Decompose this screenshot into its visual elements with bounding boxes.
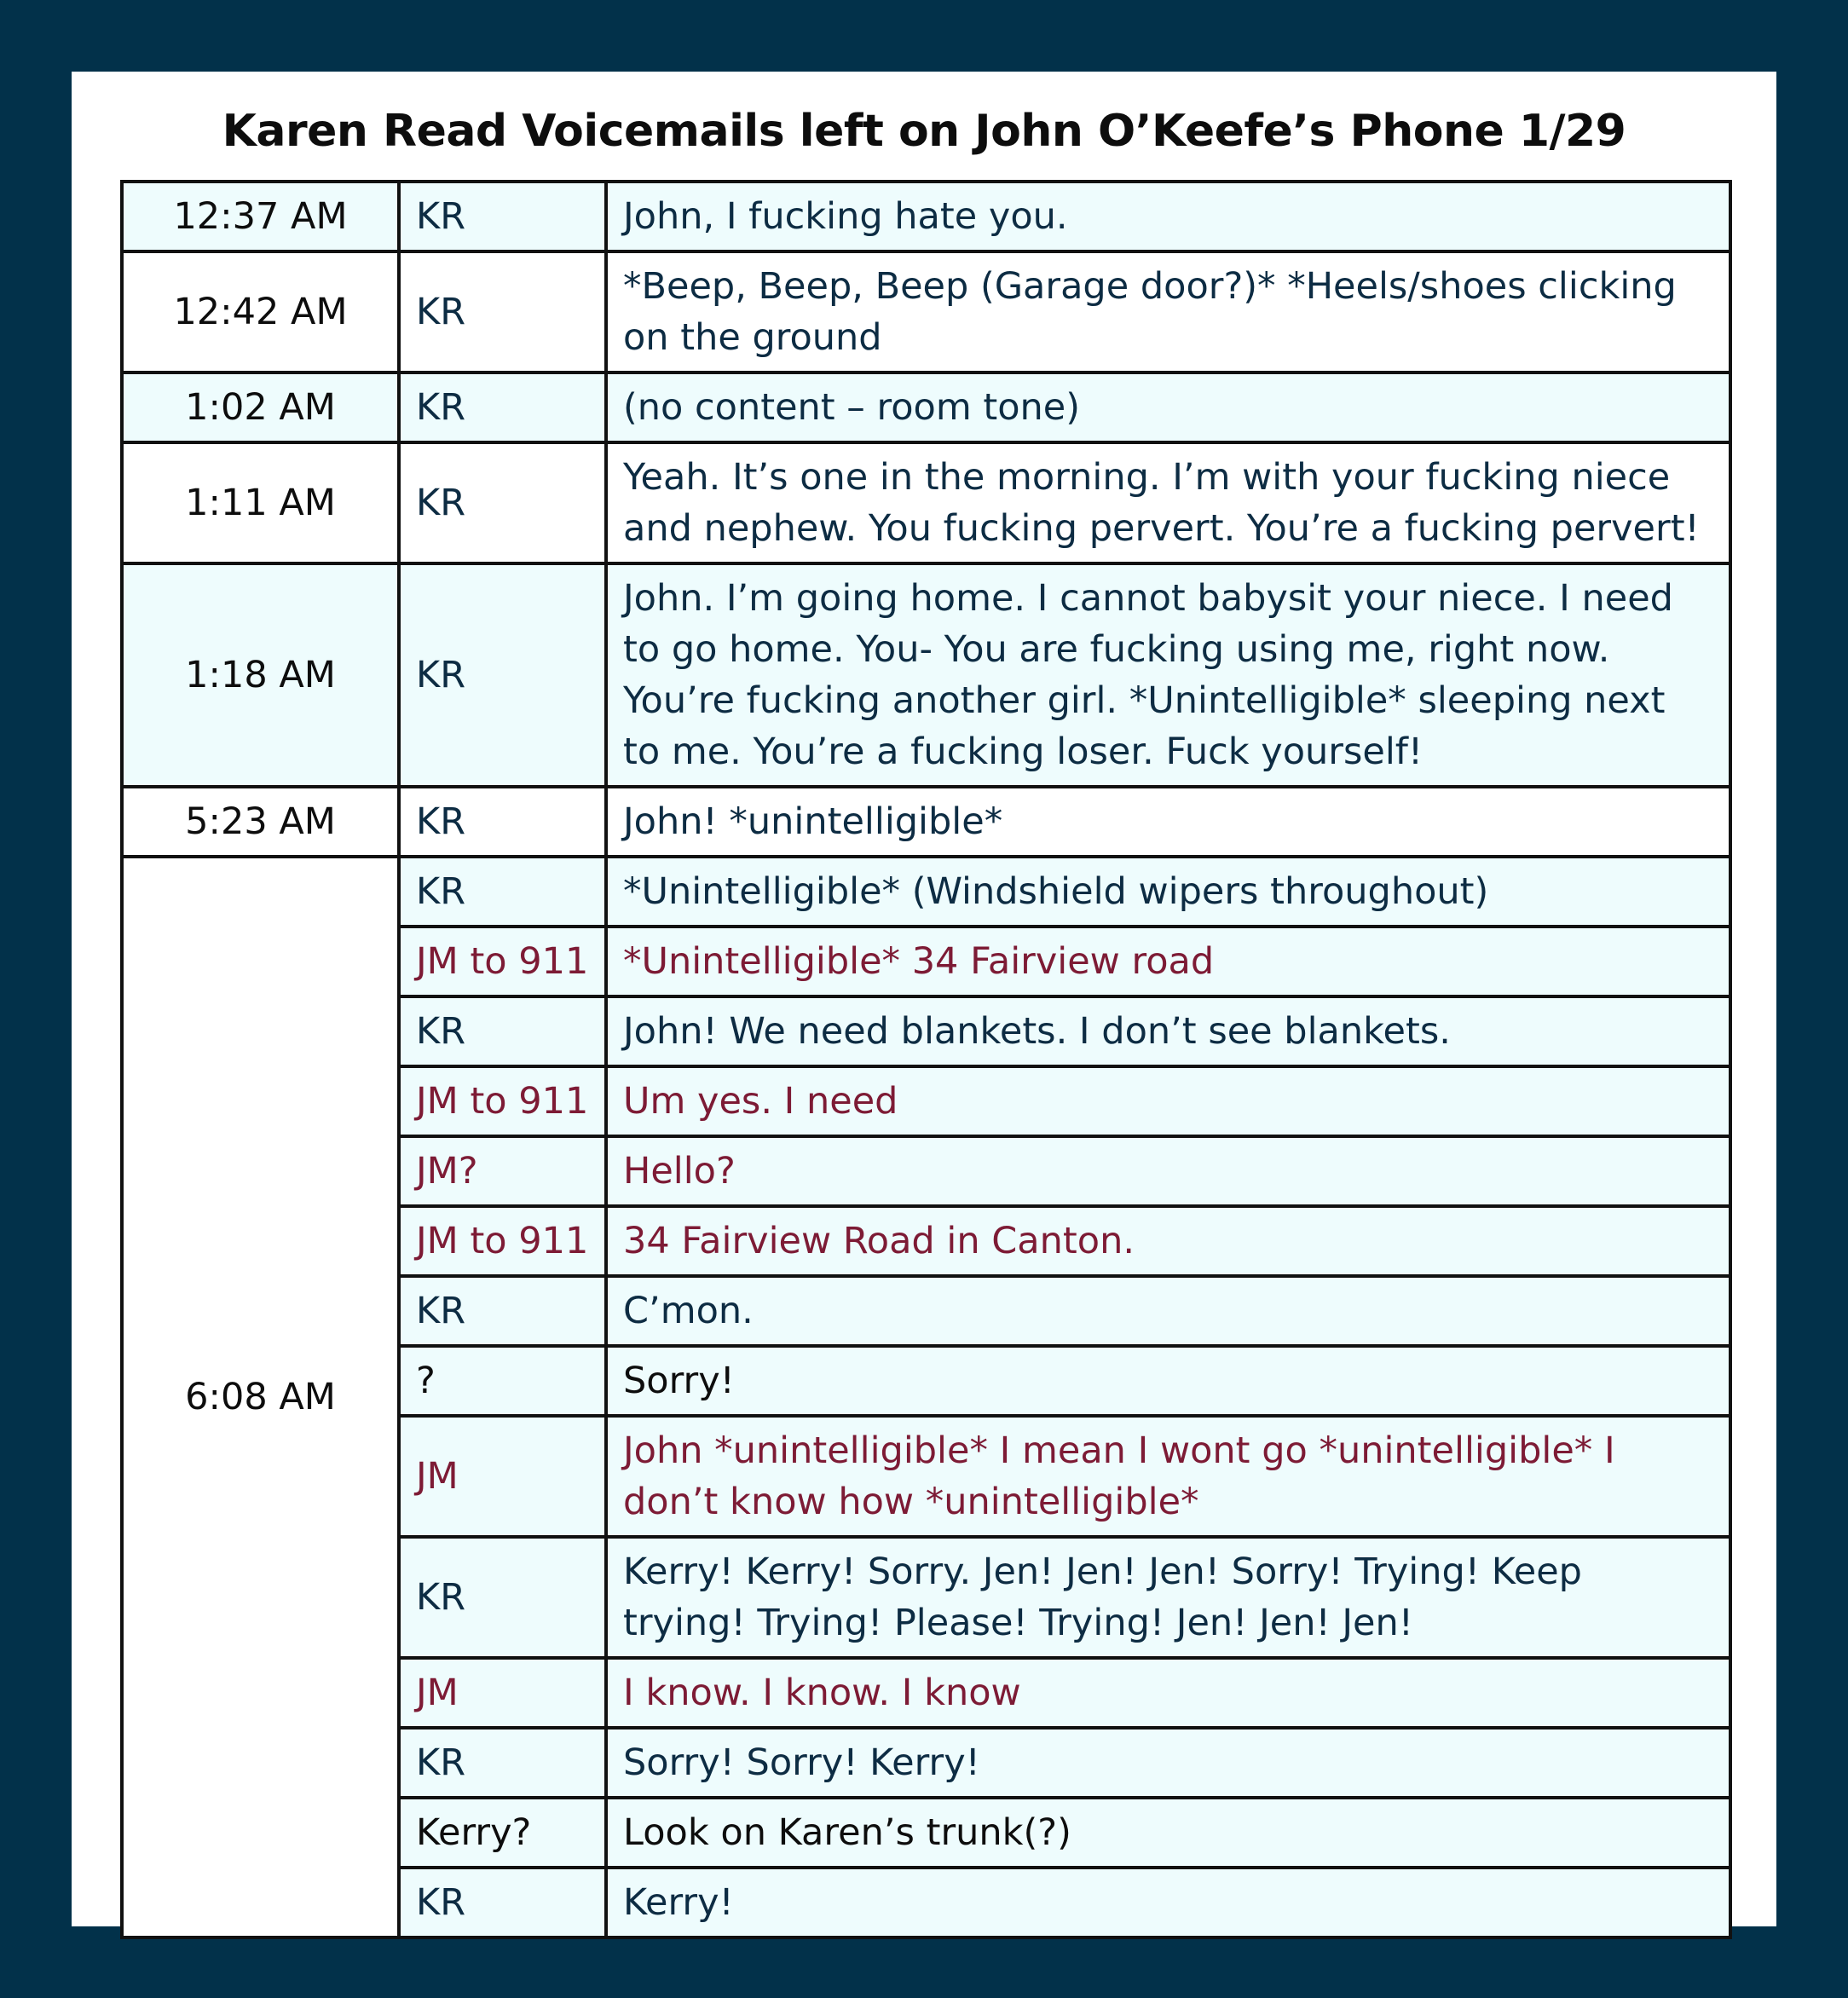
voicemail-card [72, 72, 1776, 1926]
speaker-cell: JM [399, 1658, 606, 1728]
speaker-cell: KR [399, 442, 606, 563]
message-cell: 34 Fairview Road in Canton. [606, 1206, 1730, 1276]
voicemail-table [120, 180, 1732, 1939]
message-cell: (no content – room tone) [606, 372, 1730, 442]
message-cell: John *unintelligible* I mean I wont go *unintelligible* I don’t know how *unintelligible* [606, 1416, 1730, 1537]
time-cell: 12:37 AM [122, 182, 399, 251]
message-cell: Sorry! Sorry! Kerry! [606, 1728, 1730, 1798]
table-row [122, 182, 1730, 251]
message-cell: Sorry! [606, 1346, 1730, 1416]
speaker-cell: JM to 911 [399, 1066, 606, 1136]
message-cell: Um yes. I need [606, 1066, 1730, 1136]
message-cell: Look on Karen’s trunk(?) [606, 1798, 1730, 1868]
speaker-cell: KR [399, 563, 606, 787]
speaker-cell: JM? [399, 1136, 606, 1206]
table-row [122, 787, 1730, 857]
time-cell: 1:18 AM [122, 563, 399, 787]
message-cell: Yeah. It’s one in the morning. I’m with your fucking niece and nephew. You fucking pervert. You’re a fucking pervert! [606, 442, 1730, 563]
speaker-cell: JM [399, 1416, 606, 1537]
speaker-cell: KR [399, 1728, 606, 1798]
time-cell: 1:02 AM [122, 372, 399, 442]
message-cell: C’mon. [606, 1276, 1730, 1346]
speaker-cell: JM to 911 [399, 927, 606, 996]
message-cell: John! *unintelligible* [606, 787, 1730, 857]
message-cell: *Beep, Beep, Beep (Garage door?)* *Heels/shoes clicking on the ground [606, 251, 1730, 372]
table-row [122, 857, 1730, 927]
table-row [122, 251, 1730, 372]
speaker-cell: KR [399, 1276, 606, 1346]
message-cell: John, I fucking hate you. [606, 182, 1730, 251]
time-cell: 12:42 AM [122, 251, 399, 372]
page-title: Karen Read Voicemails left on John O’Keefe’s Phone 1/29 [222, 106, 1626, 157]
table-row [122, 563, 1730, 787]
table-row [122, 372, 1730, 442]
message-cell: *Unintelligible* (Windshield wipers throughout) [606, 857, 1730, 927]
speaker-cell: KR [399, 182, 606, 251]
table-row [122, 442, 1730, 563]
speaker-cell: KR [399, 1868, 606, 1937]
speaker-cell: KR [399, 857, 606, 927]
message-cell: Hello? [606, 1136, 1730, 1206]
speaker-cell: KR [399, 1537, 606, 1658]
message-cell: Kerry! [606, 1868, 1730, 1937]
speaker-cell: KR [399, 372, 606, 442]
group-time-cell: 6:08 AM [122, 857, 399, 1937]
message-cell: *Unintelligible* 34 Fairview road [606, 927, 1730, 996]
speaker-cell: KR [399, 996, 606, 1066]
message-cell: John! We need blankets. I don’t see blankets. [606, 996, 1730, 1066]
speaker-cell: KR [399, 251, 606, 372]
message-cell: I know. I know. I know [606, 1658, 1730, 1728]
speaker-cell: JM to 911 [399, 1206, 606, 1276]
time-cell: 1:11 AM [122, 442, 399, 563]
time-cell: 5:23 AM [122, 787, 399, 857]
speaker-cell: Kerry? [399, 1798, 606, 1868]
message-cell: John. I’m going home. I cannot babysit your niece. I need to go home. You- You are fucking using me, right now. You’re fucking another girl. *Unintelligible* sleeping next to me. You’re a fucking loser. Fuck yourself! [606, 563, 1730, 787]
speaker-cell: ? [399, 1346, 606, 1416]
message-cell: Kerry! Kerry! Sorry. Jen! Jen! Jen! Sorry! Trying! Keep trying! Trying! Please! Trying! Jen! Jen! Jen! [606, 1537, 1730, 1658]
speaker-cell: KR [399, 787, 606, 857]
